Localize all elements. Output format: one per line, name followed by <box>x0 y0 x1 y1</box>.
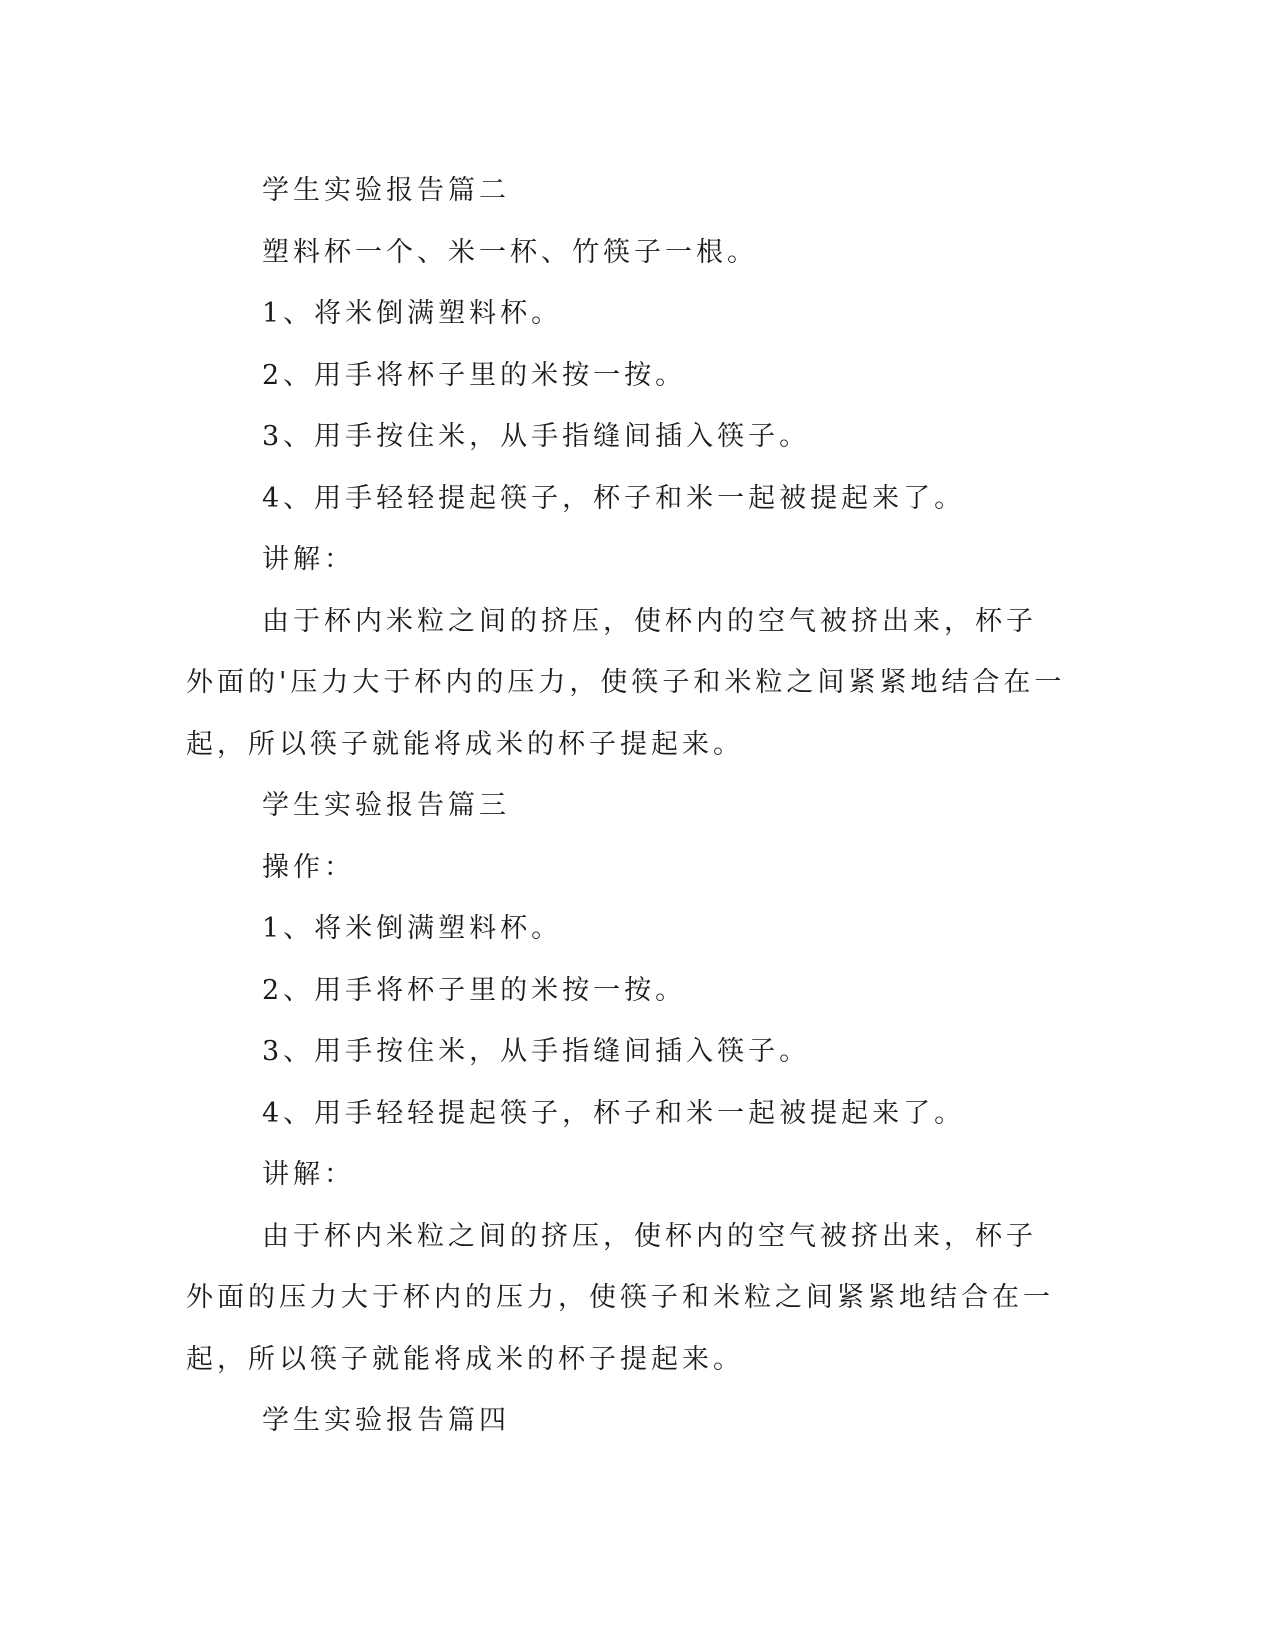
step-2: 2、用手将杯子里的米按一按。 <box>262 974 687 1006</box>
step-3: 3、用手按住米，从手指缝间插入筷子。 <box>262 421 811 452</box>
materials-paragraph: 塑料杯一个、米一杯、竹筷子一根。 <box>262 236 758 268</box>
section-heading-3: 学生实验报告篇三 <box>262 790 510 821</box>
operation-label: 操作： <box>262 851 355 883</box>
explanation-paragraph: 由于杯内米粒之间的挤压，使杯内的空气被挤出来，杯子外面的压力大于杯内的压力，使筷子和米粒之间紧紧地结合在一起，所以筷子就能将成米的杯子提起来。 <box>186 1220 1054 1375</box>
explanation-paragraph: 由于杯内米粒之间的挤压，使杯内的空气被挤出来，杯子外面的'压力大于杯内的压力，使筷子和米粒之间紧紧地结合在一起，所以筷子就能将成米的杯子提起来。 <box>186 605 1066 760</box>
step-3: 3、用手按住米，从手指缝间插入筷子。 <box>262 1036 811 1067</box>
step-1: 1、将米倒满塑料杯。 <box>262 913 563 944</box>
explanation-label: 讲解： <box>262 544 355 575</box>
step-1: 1、将米倒满塑料杯。 <box>262 298 563 329</box>
document-body <box>186 160 1066 1452</box>
step-2: 2、用手将杯子里的米按一按。 <box>262 359 687 391</box>
step-4: 4、用手轻轻提起筷子，杯子和米一起被提起来了。 <box>262 482 966 514</box>
section-heading-2: 学生实验报告篇二 <box>262 175 510 206</box>
section-heading-4: 学生实验报告篇四 <box>262 1405 510 1436</box>
explanation-label: 讲解： <box>262 1159 355 1190</box>
step-4: 4、用手轻轻提起筷子，杯子和米一起被提起来了。 <box>262 1097 966 1129</box>
